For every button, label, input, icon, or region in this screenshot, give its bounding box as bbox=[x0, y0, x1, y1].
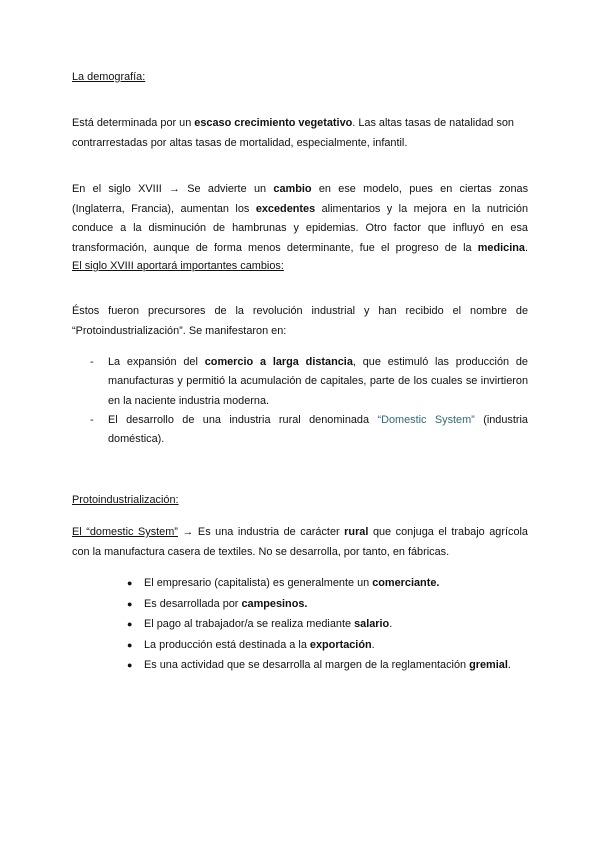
paragraph-precursores bbox=[72, 302, 528, 341]
underlined-term: El “domestic System” bbox=[72, 526, 178, 538]
text: La producción está destinada a la bbox=[144, 638, 310, 651]
dash-marker: - bbox=[90, 356, 94, 368]
text: El pago al trabajador/a se realiza mediante bbox=[144, 618, 355, 631]
text: La expansión del bbox=[108, 356, 205, 368]
paragraph-line bbox=[72, 523, 528, 543]
list-item bbox=[127, 573, 528, 594]
paragraph-line: “Protoindustrialización”. Se manifestaron en: bbox=[72, 324, 287, 337]
bold-term: comercio a larga distancia bbox=[204, 356, 353, 368]
text: (industria doméstica). bbox=[108, 413, 528, 446]
list-item bbox=[127, 635, 528, 656]
bold-term: excedentes bbox=[255, 202, 316, 215]
bullet-marker: ● bbox=[127, 619, 133, 630]
bullet-marker: ● bbox=[127, 598, 133, 609]
paragraph-line: con la manufactura casera de textiles. No se desarrolla, por tanto, en fábricas. bbox=[72, 545, 450, 558]
text: → Es una industria de carácter bbox=[177, 526, 345, 538]
bold-term: escaso crecimiento vegetativo bbox=[194, 117, 353, 129]
paragraph-line: conduce a la disminución de hambrunas y epidemias. Otro factor que influyó en esa bbox=[72, 222, 528, 235]
bold-term: cambio bbox=[273, 183, 312, 195]
highlighted-term: “Domestic System” bbox=[377, 413, 475, 426]
text: El desarrollo de una industria rural denominada bbox=[108, 413, 378, 426]
paragraph-line bbox=[72, 200, 528, 220]
text: (Inglaterra, Francia), aumentan los bbox=[72, 202, 256, 215]
text: Es una actividad que se desarrolla al margen de la reglamentación bbox=[144, 659, 470, 672]
list-item bbox=[90, 411, 528, 450]
heading-protoindustrializacion: Protoindustrialización: bbox=[72, 494, 179, 506]
text: . bbox=[524, 241, 528, 254]
list-item bbox=[90, 353, 528, 411]
text: En el siglo XVIII → Se advierte un bbox=[72, 183, 274, 195]
bold-term: medicina bbox=[477, 241, 525, 254]
text: alimentarios y la mejora en la nutrición bbox=[315, 202, 529, 215]
dash-marker: - bbox=[90, 413, 94, 426]
bold-term: gremial bbox=[469, 659, 508, 672]
bullet-marker: ● bbox=[127, 639, 133, 650]
paragraph-line bbox=[72, 180, 528, 200]
bullet-marker: ● bbox=[127, 660, 133, 671]
paragraph-line: Éstos fueron precursores de la revolución industrial y han recibido el nombre de bbox=[72, 305, 528, 317]
text: . bbox=[507, 659, 511, 672]
list-item bbox=[127, 614, 528, 635]
bold-term: comerciante. bbox=[372, 577, 440, 589]
text: , que estimuló las producción de manufacturas y permitió la acumulación de capitales, parte de los cuales se invirtieron en la naciente industria moderna. bbox=[108, 356, 528, 407]
paragraph-line bbox=[72, 114, 528, 134]
text: El empresario (capitalista) es generalmente un bbox=[144, 577, 373, 589]
bullet-marker: ● bbox=[127, 578, 133, 588]
text: . bbox=[371, 638, 375, 651]
bold-term: exportación bbox=[309, 638, 372, 651]
text: . Las altas tasas de natalidad son bbox=[352, 117, 514, 129]
paragraph-line: contrarrestadas por altas tasas de mortalidad, especialmente, infantil. bbox=[72, 136, 408, 149]
paragraph-domestic-system bbox=[72, 523, 528, 562]
text: . bbox=[389, 618, 393, 631]
heading-demografia: La demografía: bbox=[72, 71, 146, 83]
list-item bbox=[127, 655, 528, 676]
bold-term: salario bbox=[354, 618, 390, 631]
bold-term: rural bbox=[344, 526, 369, 538]
paragraph-siglo-xviii bbox=[72, 180, 528, 258]
paragraph-crecimiento bbox=[72, 114, 528, 153]
text: Está determinada por un bbox=[72, 117, 195, 129]
paragraph-line bbox=[72, 239, 528, 259]
heading-siglo-xviii: El siglo XVIII aportará importantes cambios: bbox=[72, 260, 284, 272]
text: que conjuga el trabajo agrícola bbox=[368, 526, 528, 538]
text: Es desarrollada por bbox=[144, 597, 242, 610]
dash-list bbox=[90, 353, 528, 449]
text: transformación, aunque de forma menos determinante, fue el progreso de la bbox=[72, 241, 478, 254]
bullet-list bbox=[127, 573, 528, 676]
bold-term: campesinos. bbox=[241, 597, 308, 610]
text: en ese modelo, pues en ciertas zonas bbox=[311, 183, 529, 195]
list-item bbox=[127, 594, 528, 615]
